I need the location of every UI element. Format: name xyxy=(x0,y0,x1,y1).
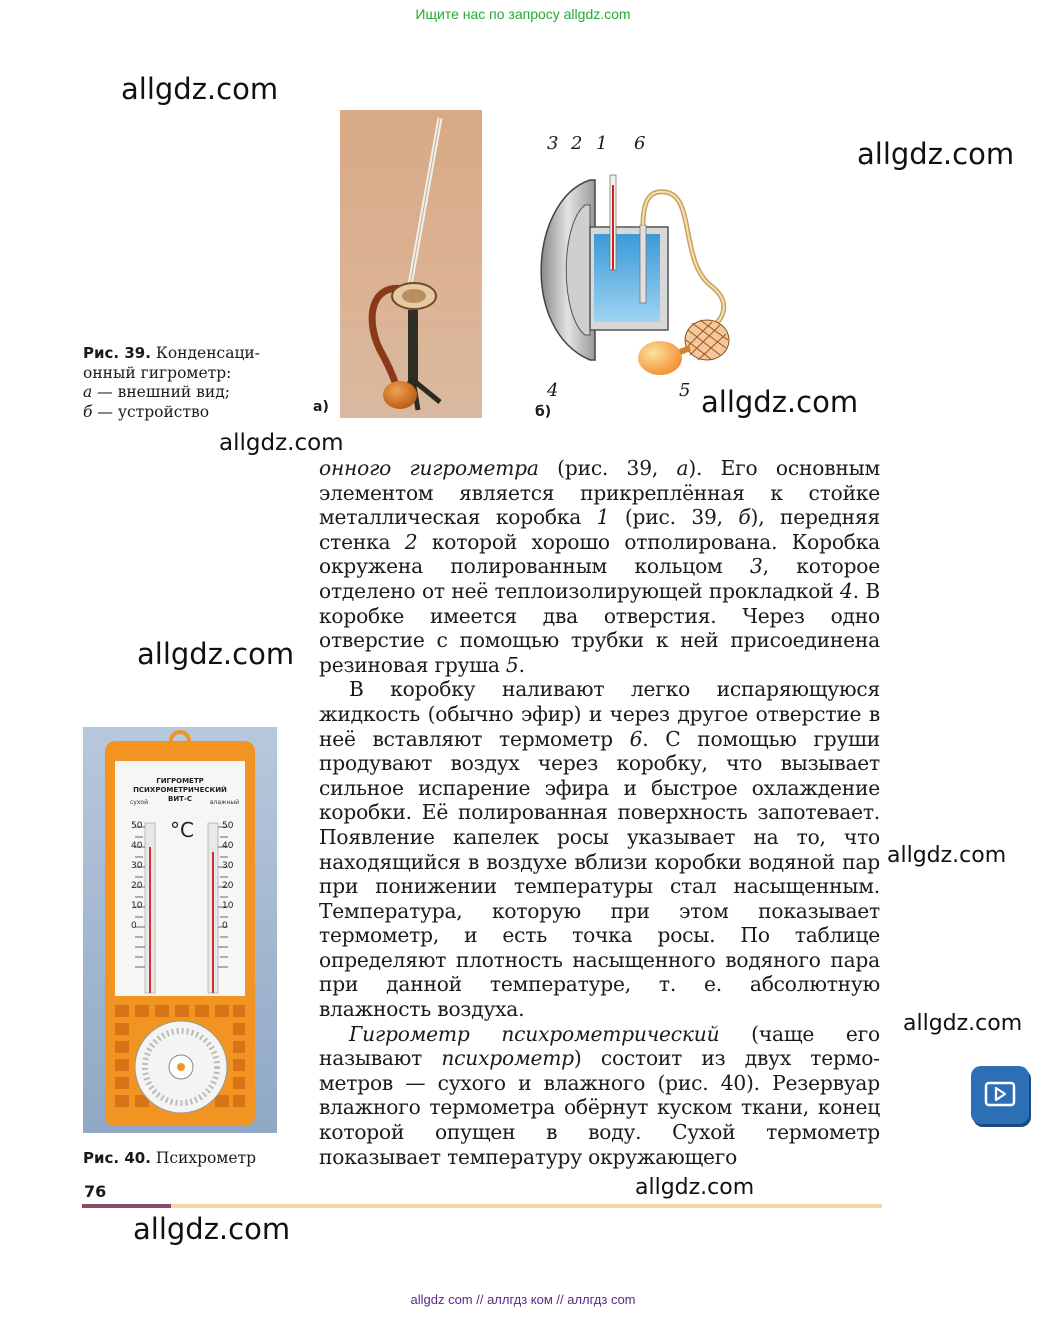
body-text xyxy=(319,456,880,1169)
emphasis-text: Гигрометр психрометрический xyxy=(349,1021,720,1046)
text-run: . С помощью груши продувают воздух через коробку, что вызывает сильное испарение эфира и быстрое охлаждение коробки. Её полированная поверхность запотевает. Появление капелек росы указывает на то, что находящийся в воздухе вблизи коробки водяной пар при понижении температуры стал насыщенным. Температура, которую при этом показывает термометр, и есть точка росы. По таблице определяют плотность насыщенного водяного пара при данной температуре, т. е. абсолютную влажность воздуха. xyxy=(319,726,880,1022)
text-run: которой хорошо отполирована. Коробка окружена полированным кольцом xyxy=(319,529,881,579)
part-label-3: 3 xyxy=(547,133,559,154)
figure-label-a: а) xyxy=(313,399,329,415)
emphasis-text: б xyxy=(738,505,751,530)
play-icon xyxy=(971,1066,1029,1124)
scale-tick: 40 xyxy=(222,841,234,851)
text-run: (чаще его называют xyxy=(319,1021,880,1071)
watermark: allgdz.com xyxy=(137,637,295,671)
caption-text: — устройство xyxy=(92,402,210,421)
watermark: allgdz.com xyxy=(903,1011,1023,1036)
emphasis-text: а xyxy=(676,456,689,480)
watermark: allgdz.com xyxy=(701,385,859,419)
part-label-4: 4 xyxy=(547,380,559,401)
footer-rule-accent xyxy=(82,1204,171,1208)
emphasis-text: 3 xyxy=(749,554,763,579)
wet-scale xyxy=(222,816,233,936)
scale-tick: 40 xyxy=(131,841,143,851)
bottom-banner[interactable]: allgdz com // аллгдз ком // аллгдз com xyxy=(410,1292,636,1307)
text-run: (рис. 39, xyxy=(609,505,739,530)
text-run: . xyxy=(518,652,525,677)
celsius-unit: °C xyxy=(170,818,194,842)
caption-text: Психрометр xyxy=(150,1149,257,1167)
scale-tick: 0 xyxy=(222,921,228,931)
paragraph xyxy=(319,677,880,1021)
scale-tick: 0 xyxy=(131,921,137,931)
figure-label-b: б) xyxy=(535,404,552,420)
emphasis-text: 4 xyxy=(840,578,853,603)
watermark: allgdz.com xyxy=(857,137,1015,171)
text-run: . В коробке имеется два отверстия. Через одно отверстие с помощью трубки к ней присоединена резиновая груша xyxy=(319,578,880,677)
emphasis-text: 1 xyxy=(596,505,610,530)
text-run: (рис. 39, xyxy=(538,456,677,480)
scale-tick: 10 xyxy=(222,901,234,911)
emphasis-text: 6 xyxy=(629,726,643,751)
watermark: allgdz.com xyxy=(219,430,344,456)
text-run: ), передняя стенка xyxy=(319,505,880,554)
page-number: 76 xyxy=(84,1182,107,1201)
dry-label: сухой xyxy=(130,799,148,806)
figure-39-caption xyxy=(83,344,293,422)
footer-rule xyxy=(171,1204,882,1208)
hygrometer-photo xyxy=(340,110,482,418)
text-run: ). Его основным элементом является прикреплённая к стойке металлическая коробка xyxy=(319,456,880,530)
caption-title: Рис. 40. xyxy=(83,1149,151,1167)
hygrometer-diagram xyxy=(520,130,750,400)
play-button[interactable] xyxy=(971,1066,1029,1124)
emphasis-text: психрометр xyxy=(441,1046,574,1071)
watermark: allgdz.com xyxy=(887,843,1007,868)
scale-tick: 20 xyxy=(131,881,143,891)
watermark: allgdz.com xyxy=(121,72,279,106)
caption-title: Рис. 39. xyxy=(83,344,151,362)
scale-tick: 30 xyxy=(131,861,143,871)
text-run: В коробку наливают легко испаряющуюся жидкость (обычно эфир) и через другое отверстие в неё вставляют термометр xyxy=(319,677,880,751)
part-label-1: 1 xyxy=(596,133,608,154)
watermark: allgdz.com xyxy=(635,1175,755,1200)
scale-tick: 50 xyxy=(222,821,234,831)
caption-text: Конденсаци- xyxy=(150,344,260,362)
part-label-5: 5 xyxy=(679,380,691,401)
scale-tick: 20 xyxy=(222,881,234,891)
part-label-6: 6 xyxy=(634,133,646,154)
paragraph xyxy=(319,456,880,677)
emphasis-text: 2 xyxy=(404,529,418,554)
part-label-2: 2 xyxy=(571,133,583,154)
device-model: ВИТ-С xyxy=(167,795,192,803)
emphasis-text: онного гигрометра xyxy=(319,456,539,480)
text-run: ) состоит из двух термометров — сухого и влажного (рис. 40). Резервуар влажного термометра обёрнут куском ткани, конец которой опущен в воду. Сухой термометр показывает температуру окружающего xyxy=(319,1046,880,1169)
caption-text: — внешний вид; xyxy=(92,383,230,401)
text-run: , которое отделено от неё теплоизолирующей прокладкой xyxy=(319,554,880,603)
wet-label: влажный xyxy=(210,799,240,806)
paragraph xyxy=(319,1022,880,1170)
scale-tick: 50 xyxy=(131,821,143,831)
scale-tick: 10 xyxy=(131,901,143,911)
figure-40-caption xyxy=(83,1149,293,1169)
caption-letter: а xyxy=(83,383,93,401)
dry-scale xyxy=(131,816,142,936)
device-label: ГИГРОМЕТР ПСИХРОМЕТРИЧЕСКИЙ xyxy=(133,777,227,794)
watermark: allgdz.com xyxy=(133,1212,291,1246)
emphasis-text: 5 xyxy=(505,652,519,677)
scale-tick: 30 xyxy=(222,861,234,871)
caption-letter: б xyxy=(83,402,93,421)
caption-text: онный гигрометр: xyxy=(83,363,232,382)
top-banner[interactable]: Ищите нас по запросу allgdz.com xyxy=(415,6,631,22)
